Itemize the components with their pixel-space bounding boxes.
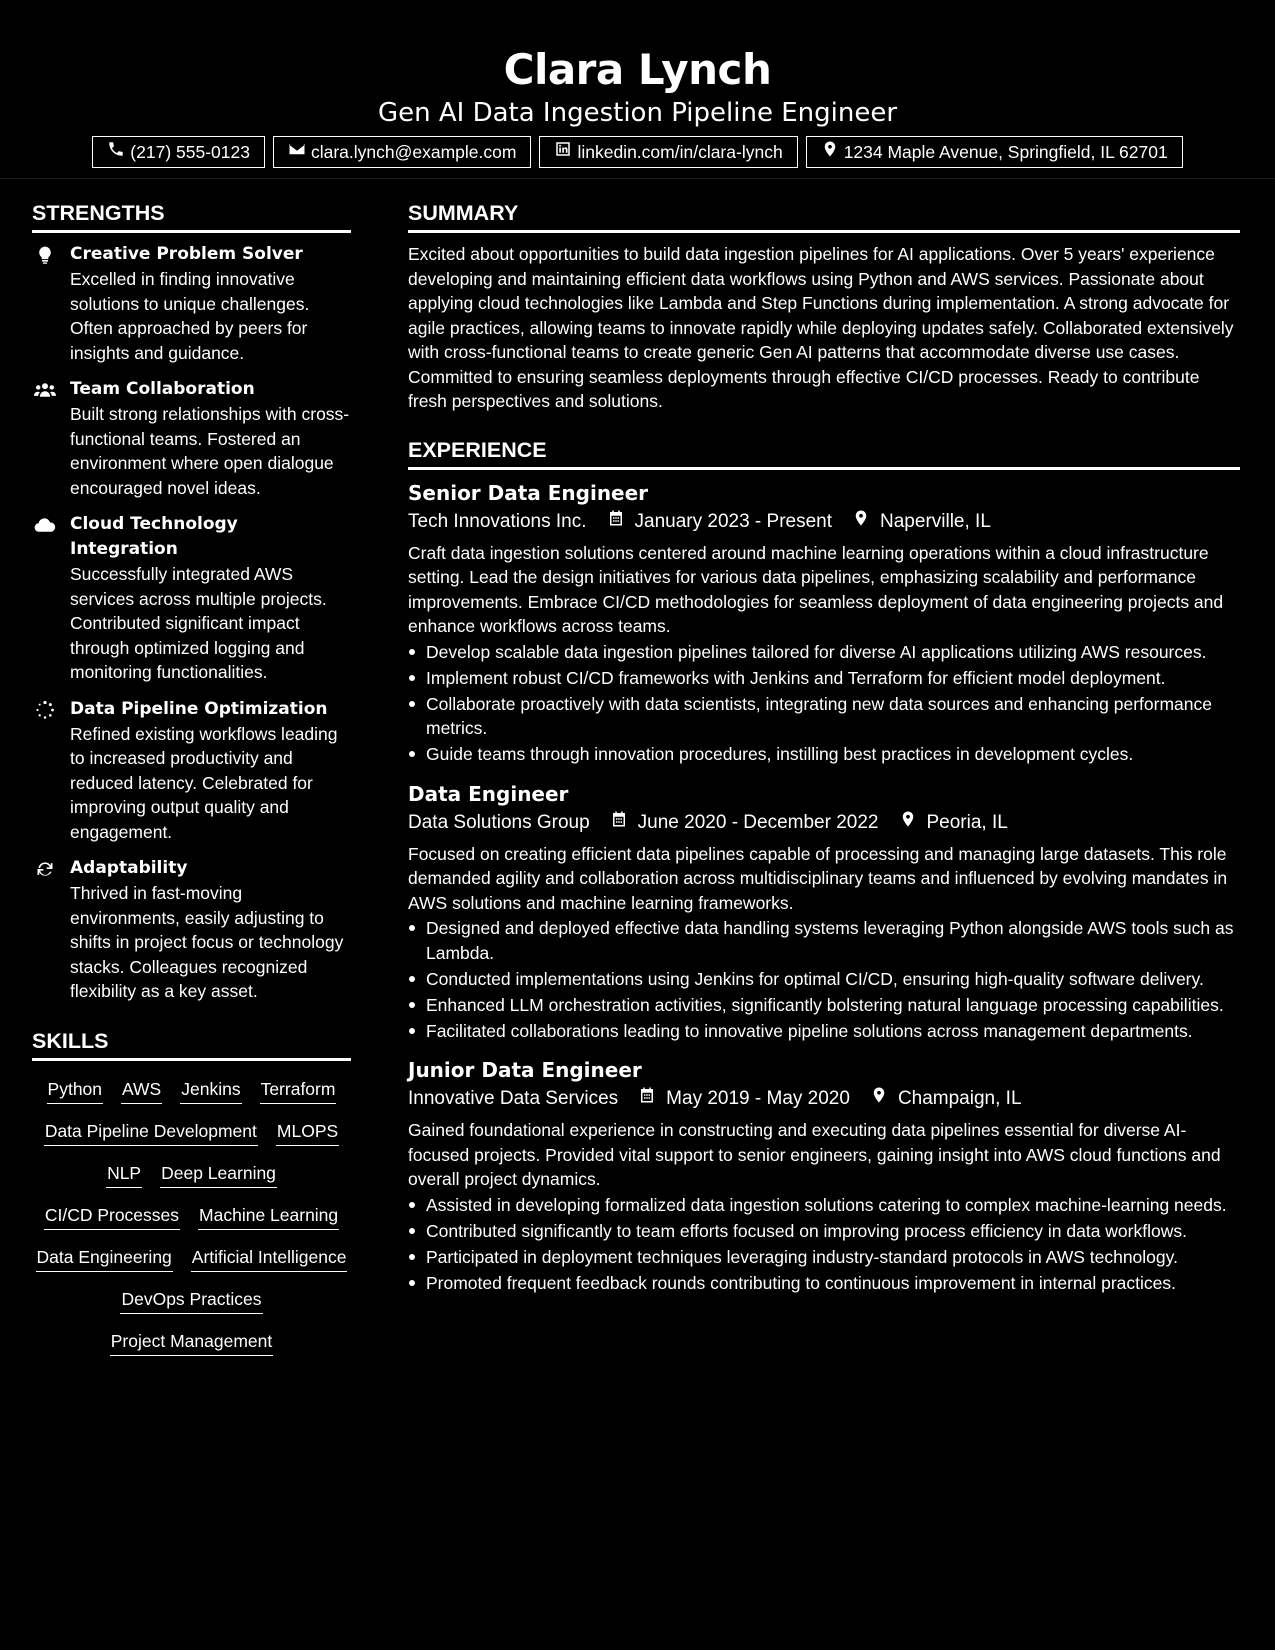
calendar-icon [638,1084,666,1114]
contact-phone[interactable] [92,136,265,168]
strength-description: Built strong relationships with cross-functional teams. Fostered an environment where open dialogue encouraged novel ideas. [70,404,350,498]
summary-text: Excited about opportunities to build data ingestion pipelines for AI applications. Over 5 years' experience developing and maintaining efficient data workflows using Python and AWS services. Passionate about applying cloud technologies like Lambda and Step Functions during implementation. A strong advocate for agile practices, allowing teams to innovate rapidly while deploying updates safely. Collaborated extensively with cross-functional teams to create generic Gen AI patterns that accommodate diverse use cases. Committed to ensuring seamless deployments through effective CI/CD processes. Ready to contribute fresh perspectives and solutions. [408,244,1234,411]
contact-phone-text: (217) 555-0123 [130,142,250,162]
map-pin-icon [899,808,927,838]
job-bullet: Facilitated collaborations leading to innovative pipeline solutions across management departments. [408,1019,1240,1044]
job-location: Champaign, IL [897,1088,1022,1109]
job-bullet: Promoted frequent feedback rounds contributing to continuous improvement in internal practices. [408,1271,1240,1296]
resume-header [0,0,1275,179]
job-title: Data Engineer [408,781,569,806]
job-bullet: Guide teams through innovation procedures, instilling best practices in development cycles. [408,742,1240,767]
skill-tag: CI/CD Processes [44,1202,180,1230]
strength-name: Creative Problem Solver [70,244,303,264]
skill-tag: DevOps Practices [120,1286,262,1314]
linkedin-icon [554,137,572,167]
calendar-icon [610,808,638,838]
strength-name: Data Pipeline Optimization [70,698,328,719]
job-meta [408,808,1240,838]
skill-tag: Data Pipeline Development [44,1118,258,1146]
job-bullet: Participated in deployment techniques leveraging industry-standard protocols in AWS technology. [408,1245,1240,1270]
job-description: Gained foundational experience in constructing and executing data pipelines essential for diverse AI-focused projects. Provided vital support to senior engineers, gaining insight into AWS cloud functions and overall project dynamics. [408,1120,1221,1189]
job-meta [408,1084,1240,1114]
skill-tag: NLP [106,1160,142,1188]
contact-email[interactable] [273,136,531,168]
contact-linkedin-text: linkedin.com/in/clara-lynch [577,142,783,162]
contact-linkedin[interactable] [539,136,797,168]
calendar-icon [607,507,635,537]
job-location: Peoria, IL [926,811,1008,833]
phone-icon [107,137,125,167]
sync-icon [32,856,70,1004]
job-dates: May 2019 - May 2020 [666,1088,850,1109]
strength-item [32,512,351,685]
strength-name: Team Collaboration [70,379,255,399]
job-bullets [408,1193,1240,1296]
skill-tag: Machine Learning [198,1202,339,1230]
job-bullet: Contributed significantly to team efforts focused on improving process efficiency in data workflows. [408,1219,1240,1244]
skill-tag: AWS [121,1076,162,1104]
contact-address-text: 1234 Maple Avenue, Springfield, IL 62701 [843,142,1168,162]
job-bullet: Enhanced LLM orchestration activities, significantly bolstering natural language processing capabilities. [408,993,1240,1018]
skills-heading: SKILLS [32,1026,351,1061]
contact-address[interactable] [806,136,1183,168]
job-meta [408,507,1240,537]
summary-heading: SUMMARY [408,198,1240,233]
skill-tag: Project Management [110,1328,273,1356]
strength-name: Adaptability [70,858,188,878]
job-company: Tech Innovations Inc. [408,510,587,532]
strength-item [32,377,351,500]
candidate-name: Clara Lynch [503,45,772,94]
candidate-title: Gen AI Data Ingestion Pipeline Engineer [377,98,898,128]
job-dates: June 2020 - December 2022 [637,811,879,833]
skill-tag: Python [47,1076,103,1104]
left-column [32,198,351,1356]
strength-description: Refined existing workflows leading to increased productivity and reduced latency. Celebrated for improving output quality and engagement. [70,723,338,842]
job-bullets [408,916,1240,1043]
strength-item [32,242,351,365]
map-pin-icon [870,1084,898,1114]
strength-description: Excelled in finding innovative solutions to unique challenges. Often approached by peers for insights and guidance. [70,269,310,363]
job-dates: January 2023 - Present [634,510,833,532]
strength-item [32,697,351,845]
job-entry [408,1056,1240,1295]
skill-tag: Data Engineering [36,1244,173,1272]
strengths-heading: STRENGTHS [32,198,351,233]
job-bullet: Designed and deployed effective data handling systems leveraging Python alongside AWS tools such as Lambda. [408,916,1240,965]
lightbulb-icon [32,242,70,365]
skills-section [32,1026,351,1356]
job-bullet: Develop scalable data ingestion pipelines tailored for diverse AI applications utilizing AWS resources. [408,640,1240,665]
job-bullet: Collaborate proactively with data scientists, integrating new data sources and enhancing performance metrics. [408,692,1240,741]
job-title: Senior Data Engineer [408,480,649,505]
skill-tag: MLOPS [276,1118,339,1146]
job-bullets [408,640,1240,767]
users-icon [32,377,70,500]
job-title: Junior Data Engineer [408,1058,642,1082]
skill-tag: Deep Learning [160,1160,277,1188]
skill-tag: Artificial Intelligence [191,1244,348,1272]
map-pin-icon [821,137,839,167]
envelope-icon [288,137,306,167]
job-company: Data Solutions Group [408,811,590,833]
skills-list [32,1070,351,1356]
job-entry [408,780,1240,1044]
job-location: Naperville, IL [880,510,991,532]
job-description: Focused on creating efficient data pipelines capable of processing and managing large datasets. This role demanded agility and collaboration across multidisciplinary teams and influenced by evolving mandates in AWS solutions and machine learning frameworks. [408,843,1228,913]
contact-bar [0,136,1275,168]
skill-tag: Jenkins [180,1076,241,1104]
contact-email-text: clara.lynch@example.com [310,142,517,162]
spinner-icon [32,697,70,845]
strength-item [32,856,351,1004]
skill-tag: Terraform [260,1076,337,1104]
job-bullet: Implement robust CI/CD frameworks with Jenkins and Terraform for efficient model deployment. [408,666,1240,691]
job-bullet: Assisted in developing formalized data ingestion solutions catering to complex machine-learning needs. [408,1193,1240,1218]
strength-description: Successfully integrated AWS services across multiple projects. Contributed significant impact through optimized logging and monitoring functionalities. [70,564,327,682]
job-bullet: Conducted implementations using Jenkins for optimal CI/CD, ensuring high-quality software delivery. [408,967,1240,992]
right-column [408,198,1240,1308]
job-entry [408,479,1240,767]
cloud-icon [32,512,70,685]
strength-name: Cloud Technology Integration [70,514,238,559]
job-company: Innovative Data Services [408,1088,619,1109]
experience-heading: EXPERIENCE [408,435,1240,470]
map-pin-icon [852,507,880,537]
strength-description: Thrived in fast-moving environments, easily adjusting to shifts in project focus or technology stacks. Colleagues recognized flexibility as a key asset. [70,883,344,1001]
job-description: Craft data ingestion solutions centered around machine learning operations within a cloud infrastructure setting. Lead the design initiatives for various data pipelines, emphasizing scalability and performance improvements. Embrace CI/CD methodologies for seamless deployment of data engineering projects and enhance workflows across teams. [408,542,1224,636]
